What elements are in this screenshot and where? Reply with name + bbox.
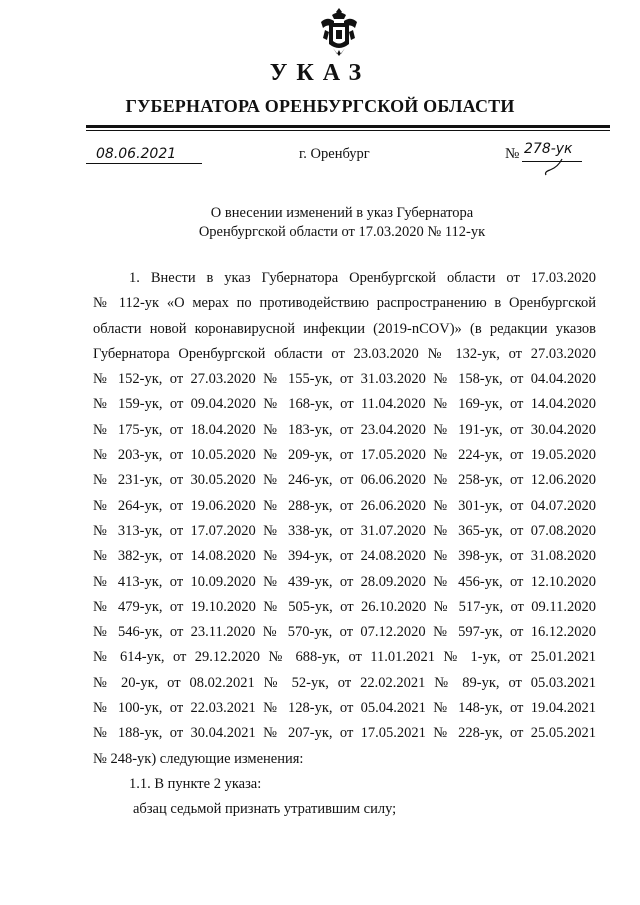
document-number: 278-ук <box>524 141 573 157</box>
coat-of-arms-icon <box>317 6 361 60</box>
body-line: № 382-ук, от 14.08.2020 № 394-ук, от 24.08.2020 № 398-ук, от 31.08.2020 <box>93 548 596 565</box>
body-line: № 175-ук, от 18.04.2020 № 183-ук, от 23.04.2020 № 191-ук, от 30.04.2020 <box>93 421 596 438</box>
body-line: № 152-ук, от 27.03.2020 № 155-ук, от 31.03.2020 № 158-ук, от 04.04.2020 <box>93 371 596 388</box>
decree-body <box>93 266 596 823</box>
body-line: № 479-ук, от 19.10.2020 № 505-ук, от 26.10.2020 № 517-ук, от 09.11.2020 <box>93 598 596 615</box>
body-line: № 313-ук, от 17.07.2020 № 338-ук, от 31.07.2020 № 365-ук, от 07.08.2020 <box>93 522 596 539</box>
heading-line: О внесении изменений в указ Губернатора <box>210 205 474 221</box>
body-line: № 203-ук, от 10.05.2020 № 209-ук, от 17.05.2020 № 224-ук, от 19.05.2020 <box>93 447 596 464</box>
number-sign: № <box>505 146 520 162</box>
document-title: УКАЗ <box>269 60 371 86</box>
decree-heading <box>0 204 640 242</box>
body-line: № 546-ук, от 23.11.2020 № 570-ук, от 07.12.2020 № 597-ук, от 16.12.2020 <box>93 624 596 641</box>
issuer-title: ГУБЕРНАТОРА ОРЕНБУРГСКОЙ ОБЛАСТИ <box>125 96 515 116</box>
document-date: 08.06.2021 <box>96 146 177 162</box>
header-rule-thick <box>86 125 610 128</box>
body-line: № 159-ук, от 09.04.2020 № 168-ук, от 11.04.2020 № 169-ук, от 14.04.2020 <box>93 396 596 413</box>
body-line: № 614-ук, от 29.12.2020 № 688-ук, от 11.01.2021 № 1-ук, от 25.01.2021 <box>93 649 596 666</box>
date-underline <box>86 163 202 164</box>
body-line: 1.1. В пункте 2 указа: <box>129 775 262 792</box>
body-line: № 20-ук, от 08.02.2021 № 52-ук, от 22.02.2021 № 89-ук, от 05.03.2021 <box>93 674 596 691</box>
body-line: № 188-ук, от 30.04.2021 № 207-ук, от 17.05.2021 № 228-ук, от 25.05.2021 <box>93 725 596 742</box>
body-line: области новой коронавирусной инфекции (2019-nCOV)» (в редакции указов <box>93 320 596 337</box>
document-city: г. Оренбург <box>299 146 370 162</box>
body-line: № 100-ук, от 22.03.2021 № 128-ук, от 05.04.2021 № 148-ук, от 19.04.2021 <box>93 700 596 717</box>
handwriting-flourish <box>540 158 570 176</box>
body-line: № 264-ук, от 19.06.2020 № 288-ук, от 26.06.2020 № 301-ук, от 04.07.2020 <box>93 497 596 514</box>
heading-line: Оренбургской области от 17.03.2020 № 112-ук <box>198 224 486 240</box>
body-line: № 413-ук, от 10.09.2020 № 439-ук, от 28.09.2020 № 456-ук, от 12.10.2020 <box>93 573 596 590</box>
body-line: № 112-ук «О мерах по противодействию распространению в Оренбургской <box>93 295 596 312</box>
body-line: Губернатора Оренбургской области от 23.03.2020 № 132-ук, от 27.03.2020 <box>93 345 596 362</box>
body-line: абзац седьмой признать утратившим силу; <box>133 801 397 818</box>
header-rule-thin <box>86 130 610 131</box>
body-line: № 248-ук) следующие изменения: <box>93 750 304 767</box>
body-line: 1. Внести в указ Губернатора Оренбургской области от 17.03.2020 <box>129 270 596 286</box>
body-line: № 231-ук, от 30.05.2020 № 246-ук, от 06.06.2020 № 258-ук, от 12.06.2020 <box>93 472 596 489</box>
